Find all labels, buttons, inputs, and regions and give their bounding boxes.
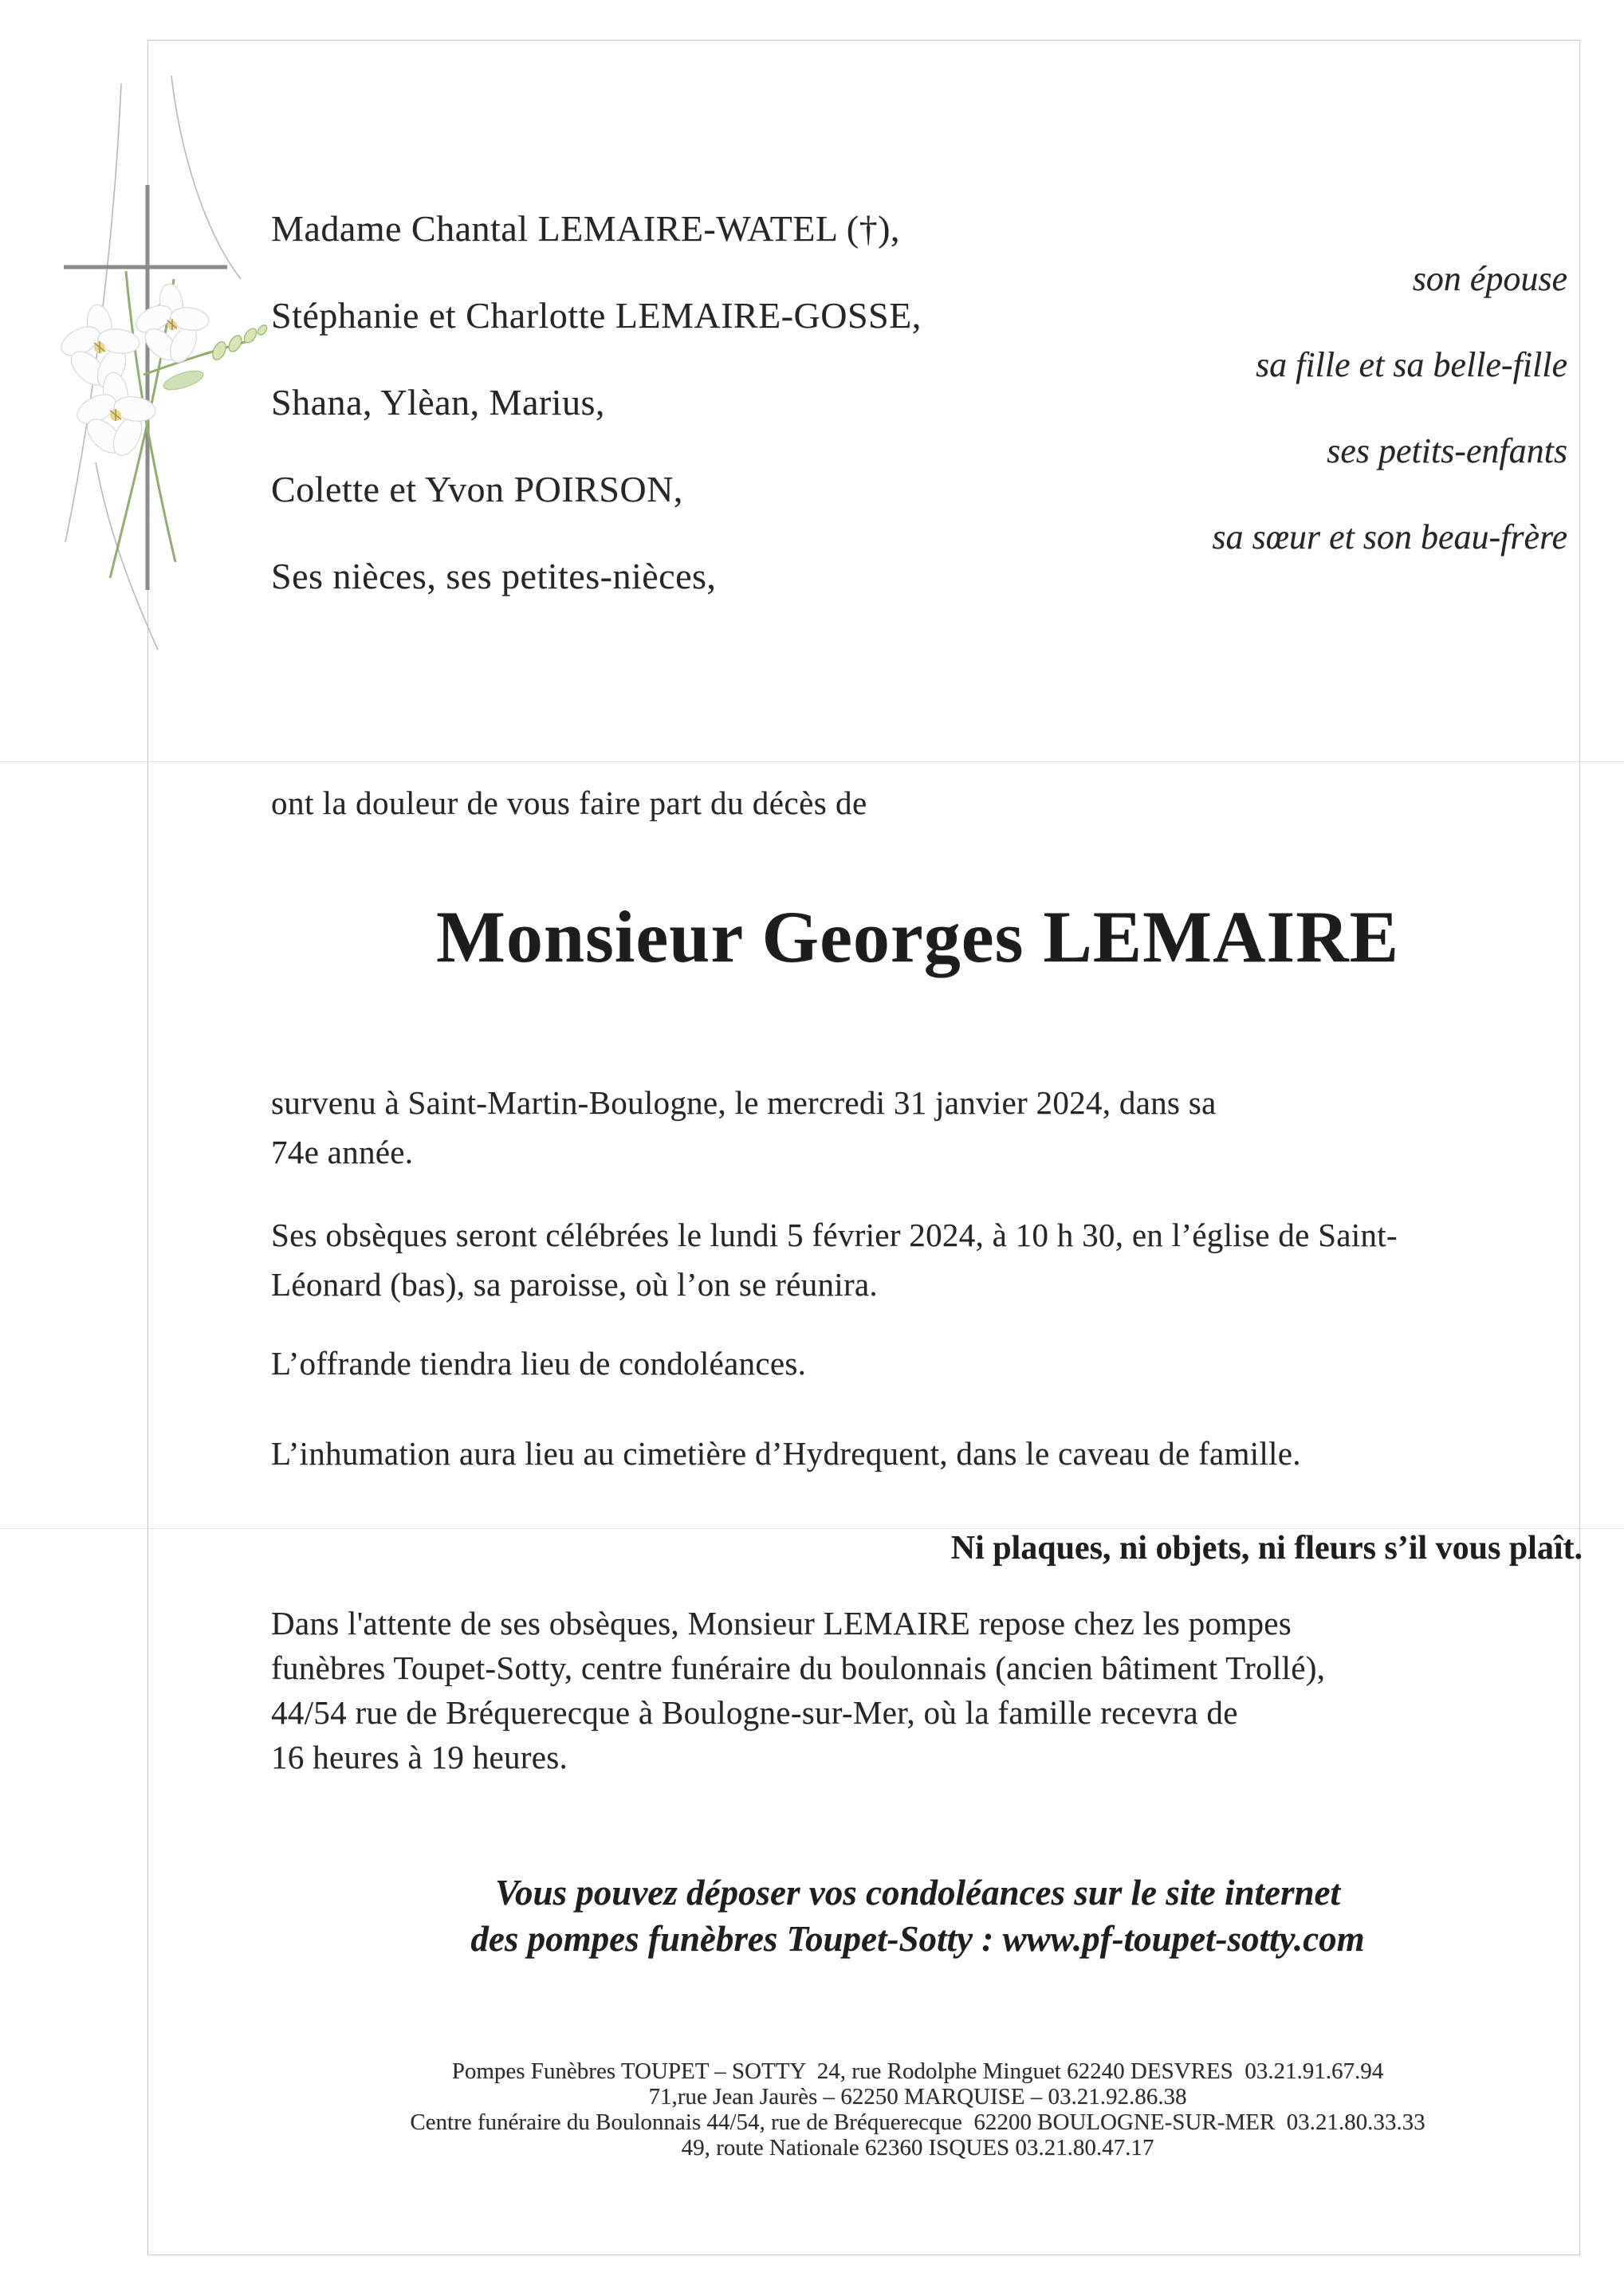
- death-details-paragraph: [271, 1078, 1216, 1177]
- fold-line-top: [0, 761, 1624, 762]
- paragraph-line: Dans l'attente de ses obsèques, Monsieur LEMAIRE repose chez les pompes: [271, 1605, 1292, 1641]
- burial-line: L’inhumation aura lieu au cimetière d’Hydrequent, dans le caveau de famille.: [271, 1435, 1301, 1472]
- relation-line: sa sœur et son beau-frère: [1212, 517, 1567, 556]
- family-member-line: Madame Chantal LEMAIRE-WATEL (†),: [271, 208, 900, 249]
- online-condolences-note: [271, 1869, 1564, 1962]
- family-member-line: Ses nièces, ses petites-nièces,: [271, 556, 717, 596]
- footer-line: Centre funéraire du Boulonnais 44/54, rue de Bréquerecque 62200 BOULOGNE-SUR-MER 03.21.80.33.33: [410, 2109, 1425, 2135]
- cross-and-orchids-decoration: [24, 32, 279, 670]
- memorial-cross-icon: [64, 185, 227, 590]
- family-member-line: Colette et Yvon POIRSON,: [271, 469, 683, 509]
- paragraph-line: survenu à Saint-Martin-Boulogne, le mercredi 31 janvier 2024, dans sa: [271, 1084, 1217, 1121]
- footer-line: Pompes Funèbres TOUPET – SOTTY 24, rue Rodolphe Minguet 62240 DESVRES 03.21.91.67.94: [451, 2058, 1384, 2084]
- relation-line: ses petits-enfants: [1327, 431, 1567, 470]
- deceased-name-title: Monsieur Georges LEMAIRE: [435, 896, 1399, 977]
- repose-paragraph: [271, 1601, 1325, 1779]
- paragraph-line: 44/54 rue de Bréquerecque à Boulogne-sur-Mer, où la famille recevra de: [271, 1694, 1238, 1731]
- paragraph-line: Ses obsèques seront célébrées le lundi 5 février 2024, à 10 h 30, en l’église de Saint-: [271, 1217, 1398, 1253]
- announcement-line: ont la douleur de vous faire part du décès de: [271, 784, 867, 821]
- offering-line: L’offrande tiendra lieu de condoléances.: [271, 1345, 807, 1382]
- ceremony-paragraph: [271, 1210, 1398, 1309]
- relation-line: son épouse: [1412, 259, 1567, 298]
- relations-list: [1212, 236, 1567, 580]
- paragraph-line: 16 heures à 19 heures.: [271, 1739, 568, 1775]
- paragraph-line: Vous pouvez déposer vos condoléances sur le site internet: [494, 1873, 1340, 1913]
- funeral-home-footer: [271, 2058, 1564, 2160]
- orchid-flower-icons: [57, 282, 210, 460]
- paragraph-line: Léonard (bas), sa paroisse, où l’on se réunira.: [271, 1266, 878, 1303]
- paragraph-line: 74e année.: [271, 1134, 414, 1170]
- family-member-line: Stéphanie et Charlotte LEMAIRE-GOSSE,: [271, 295, 922, 336]
- no-flowers-notice: Ni plaques, ni objets, ni fleurs s’il vous plaît.: [950, 1530, 1583, 1567]
- relation-line: sa fille et sa belle-fille: [1255, 345, 1567, 384]
- family-members-list: [271, 185, 922, 619]
- paragraph-line: funèbres Toupet-Sotty, centre funéraire du boulonnais (ancien bâtiment Trollé),: [271, 1649, 1326, 1686]
- footer-line: 71,rue Jean Jaurès – 62250 MARQUISE – 03.21.92.86.38: [648, 2084, 1187, 2109]
- bud-icons: [210, 324, 269, 362]
- paragraph-line: des pompes funèbres Toupet-Sotty : www.pf-toupet-sotty.com: [470, 1919, 1365, 1959]
- footer-line: 49, route Nationale 62360 ISQUES 03.21.80.47.17: [681, 2135, 1154, 2160]
- family-member-line: Shana, Ylèan, Marius,: [271, 382, 605, 423]
